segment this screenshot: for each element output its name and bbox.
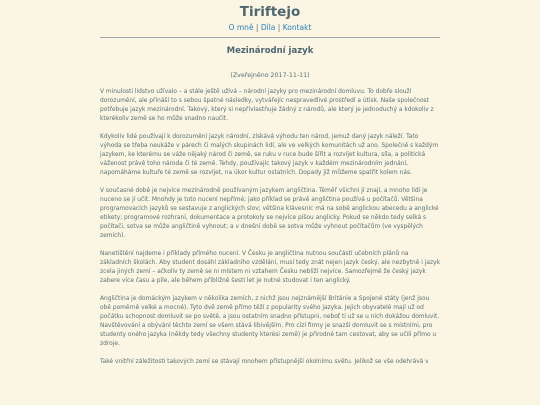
paragraph: V současné době je nejvíce mezinárodně používaným jazykem angličtina. Téměř všichni jí znají, a mnoho lidí je nuceno se jí učit. Mnohdy je toto nucení nepřímé; jako příklad se právě angličtina používá u počítačů. Většina programovacích jazyků se sestavuje z anglických slov; většina klávesnic má na sobě anglickou abecedu a anglické etikety; programové rozhraní, dokumentace a protokoly se nejvíce píšou anglicky. Pokud se někdo tedy selká s počítači, sotva se může angličtině vyhnout; a v dnešní době se sotva může vyhnout počítačům (ve vyspělých zemích). xyxy=(100,188,439,239)
paragraph: V minulosti lidstvo užívalo – a stále ještě užívá – národní jazyky pro mezinárodní domluvu. To dobře slouží dorozumění, ale přináší to s sebou špatné následky, vytvářejíc nespravedlivé prostředí a útisk. Naše společnost potřebuje jazyk mezinárodní. Takový, který si nepřivlastňuje žádný z národů, ale který je jednoduchý a kdokoliv z kterékoliv země se ho může snadno naučit. xyxy=(100,89,434,122)
site-title[interactable]: Tiriftejo xyxy=(239,4,301,20)
site-nav xyxy=(100,23,440,33)
post-content xyxy=(100,88,440,367)
post-title: Mezinárodní jazyk xyxy=(226,46,314,56)
page xyxy=(100,0,440,367)
paragraph: Také vnitřní záležitosti takových zemí se stávají mnohem přístupnější okolnímu světu. Jelikož se vše odehrává v xyxy=(100,359,429,366)
nav-separator: | xyxy=(277,23,281,32)
header-divider xyxy=(100,37,440,38)
nav-link-works[interactable]: Díla xyxy=(260,23,276,32)
nav-separator: | xyxy=(255,23,259,32)
nav-link-contact[interactable]: Kontakt xyxy=(282,23,312,32)
paragraph: Angličtina je domáckým jazykem v několika zemích, z nichž jsou nejznámější Británie a Spojené státy (jenž jsou obě poměrně velké a mocné). Tyto dvě země přímo těží z popularity svého jazyka. Jejich obyvatelé mají už od počátku schopnost domluvit se po světě, a jsou ostatním snadno přístupni, neboť ti už se u nich dokážou domluvit. Navštěvování a obývání těchto zemí se všem stává libivějším. Pro cizí firmy je snazší domluvit se s místními, pro studenty oného jazyka (někdy tedy všechny studenty kterési země) je přirodné tam cestovat, aby se učili přímo u zdroje. xyxy=(100,296,440,347)
paragraph: Kdykoliv lidé používají k dorozumění jazyk národní, získává výhodu ten národ, jemuž daný jazyk náleží. Tato výhoda se třeba neukáže v párech či malých skupinách lidí, ale ve velkých komunitách už ano. Společně s každým jazykem, ke kterému se váže nějaký národ či země, se ruku v ruce bude šířit a rozvíjet kultura, síla, a politická váženost právě toho národa či té země. Tehdy, používajíc takový jazyk v každém mezinárodním jednání, napomáháme kultuře té země se rozvíjet, na úkor kultur ostatních. Dopady již můžeme spatřit kolem nás. xyxy=(100,134,439,176)
post-date: (Zveřejněno 2017-11-11) xyxy=(230,72,310,79)
nav-link-about[interactable]: O mně xyxy=(228,23,254,32)
paragraph: Nanetištění najdeme i příklady přímého nucení. V Česku je angličtina nutnou součástí učebních plánů na základních školách. Aby student dosáhl základního vzdělání, musí tedy znát nejen jazyk český, ale nezbytně i jazyk zcela jiných zemí – ačkoliv ty země se ni místem ni vztahem Česku nebliží nejvíce. Samozřejmě že český jazyk zabere více času a píle, ale během přibližně šesti let je nutné studovat i ten anglický. xyxy=(100,251,441,284)
